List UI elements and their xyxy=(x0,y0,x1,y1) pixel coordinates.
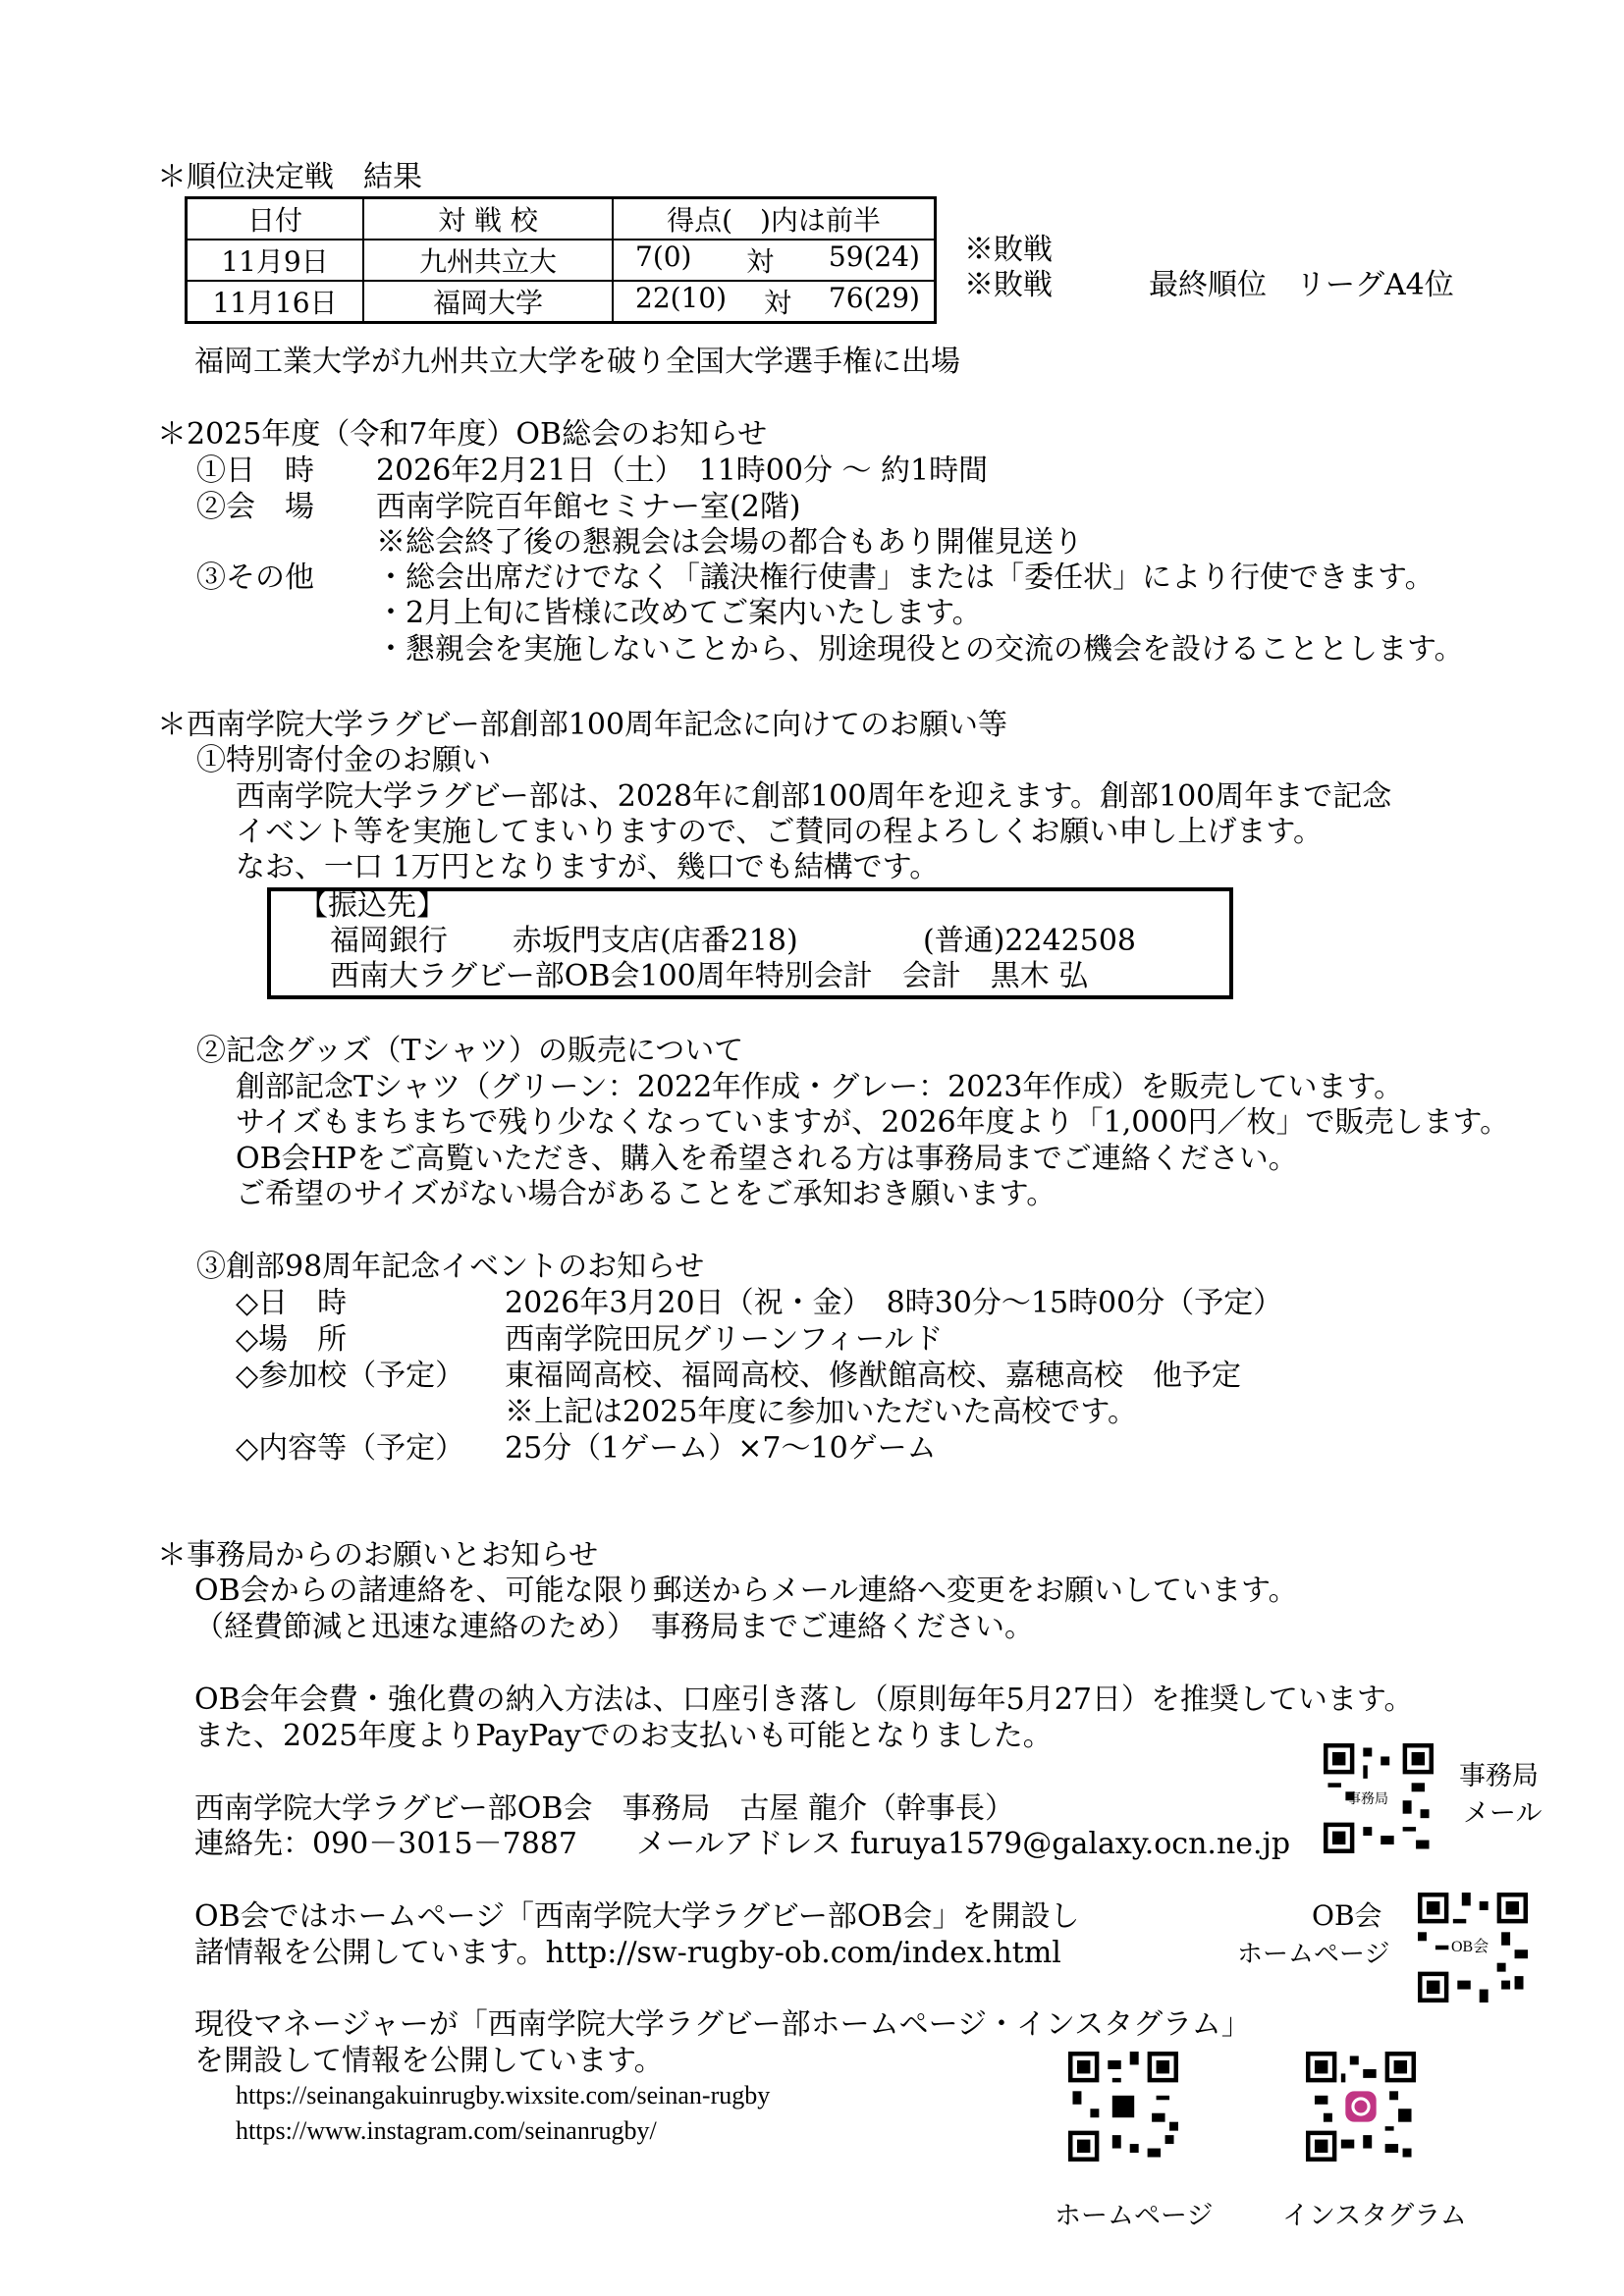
row-date: 11月9日 xyxy=(187,240,364,281)
meeting-other-item: ・懇親会を実施しないことから、別途現役との交流の機会を設けることとします。 xyxy=(376,632,1464,667)
bank-branch: 赤坂門支店(店番218) xyxy=(513,924,798,958)
account-label: 【振込先】 xyxy=(298,888,446,923)
goods-line: サイズもまちまちで残り少なくなっていますが、2026年度より「1,000円／枚」で販売します。 xyxy=(236,1105,1510,1140)
table-row xyxy=(187,281,936,323)
row-date: 11月16日 xyxy=(187,281,364,323)
result-label: ※敗戦 xyxy=(964,233,1053,267)
mail-qr-label: 事務局 xyxy=(1459,1761,1539,1791)
meeting-other-label: ③その他 xyxy=(196,561,314,595)
event-label: ◇参加校（予定） xyxy=(236,1359,465,1393)
office-heading: ＊事務局からのお願いとお知らせ xyxy=(157,1538,599,1573)
meeting-date-value: 2026年2月21日（土） 11時00分 ～ 約1時間 xyxy=(376,454,989,488)
meeting-venue-label: ②会 場 xyxy=(196,490,314,524)
contact-name: 西南学院大学ラグビー部OB会 事務局 古屋 龍介（幹事長） xyxy=(194,1791,1014,1826)
ranking-note: 福岡工業大学が九州共立大学を破り全国大学選手権に出場 xyxy=(194,345,960,379)
meeting-venue-value: 西南学院百年館セミナー室(2階) xyxy=(376,490,801,524)
instagram-qr-label: インスタグラム xyxy=(1282,2201,1467,2231)
own-score: 22(10) xyxy=(635,282,728,314)
goods-title: ②記念グッズ（Tシャツ）の販売について xyxy=(196,1034,744,1068)
opp-score: 76(29) xyxy=(828,282,920,314)
meeting-date-label: ①日 時 xyxy=(196,454,314,488)
account-holder: 西南大ラグビー部OB会100周年特別会計 会計 黒木 弘 xyxy=(330,959,1089,993)
centennial-heading: ＊西南学院大学ラグビー部創部100周年記念に向けてのお願い等 xyxy=(157,708,1008,742)
ob-qr-label: OB会 xyxy=(1312,1899,1382,1932)
donation-line: 西南学院大学ラグビー部は、2028年に創部100周年を迎えます。創部100周年まで記念 xyxy=(236,779,1392,814)
instagram-qr-code xyxy=(1306,2052,1416,2162)
homepage-qr-code xyxy=(1068,2052,1178,2162)
meeting-venue-note: ※総会終了後の懇親会は会場の都合もあり開催見送り xyxy=(376,525,1083,560)
mail-qr-inner-label: 事務局 xyxy=(1347,1791,1388,1807)
vs-label: 対 xyxy=(746,245,775,278)
office-line: OB会年会費・強化費の納入方法は、口座引き落し（原則毎年5月27日）を推奨しています。 xyxy=(194,1682,1414,1717)
office-line: OB会からの諸連絡を、可能な限り郵送からメール連絡へ変更をお願いしています。 xyxy=(194,1574,1298,1608)
final-rank: 最終順位 リーグA4位 xyxy=(1149,268,1454,302)
row-opponent: 九州共立大 xyxy=(363,240,613,281)
table-row xyxy=(187,240,936,281)
donation-line: なお、一口 1万円となりますが、幾口でも結構です。 xyxy=(236,850,940,884)
header-opponent: 対 戦 校 xyxy=(363,198,613,240)
event-value: 2026年3月20日（祝・金） 8時30分～15時00分（予定） xyxy=(505,1286,1283,1320)
vs-label: 対 xyxy=(763,287,791,319)
row-opponent: 福岡大学 xyxy=(363,281,613,323)
mail-qr-label: メール xyxy=(1463,1798,1543,1829)
manager-line: 現役マネージャーが「西南学院大学ラグビー部ホームページ・インスタグラム」 xyxy=(194,2007,1251,2042)
account-number: (普通)2242508 xyxy=(923,924,1137,958)
office-line: また、2025年度よりPayPayでのお支払いも可能となりました。 xyxy=(194,1719,1053,1753)
header-score: 得点( )内は前半 xyxy=(613,198,936,240)
row-score xyxy=(613,240,936,281)
event-value: 東福岡高校、福岡高校、修猷館高校、嘉穂高校 他予定 xyxy=(505,1359,1241,1393)
result-label: ※敗戦 xyxy=(964,268,1053,302)
meeting-heading: ＊2025年度（令和7年度）OB総会のお知らせ xyxy=(157,417,768,452)
event-label: ◇日 時 xyxy=(236,1286,348,1320)
goods-line: 創部記念Tシャツ（グリーン：2022年作成・グレー：2023年作成）を販売しています。 xyxy=(236,1070,1404,1104)
event-value: 25分（1ゲーム）×7～10ゲーム xyxy=(505,1431,937,1466)
row-score xyxy=(613,281,936,323)
event-label: ◇内容等（予定） xyxy=(236,1431,465,1466)
donation-line: イベント等を実施してまいりますので、ご賛同の程よろしくお願い申し上げます。 xyxy=(236,815,1323,849)
homepage-url[interactable]: https://seinangakuinrugby.wixsite.com/seinan-rugby xyxy=(236,2081,771,2109)
results-table xyxy=(185,196,937,324)
ranking-heading: ＊順位決定戦 結果 xyxy=(157,160,422,194)
instagram-url[interactable]: https://www.instagram.com/seinanrugby/ xyxy=(236,2116,657,2145)
goods-line: ご希望のサイズがない場合があることをご承知おき願います。 xyxy=(236,1177,1056,1211)
event-value: ※上記は2025年度に参加いただいた高校です。 xyxy=(505,1395,1137,1429)
bank-name: 福岡銀行 xyxy=(330,924,448,958)
meeting-other-item: ・2月上旬に皆様に改めてご案内いたします。 xyxy=(376,596,982,630)
own-score: 7(0) xyxy=(635,240,692,273)
event-value: 西南学院田尻グリーンフィールド xyxy=(505,1322,944,1357)
event-label: ◇場 所 xyxy=(236,1322,348,1357)
meeting-other-item: ・総会出席だけでなく「議決権行使書」または「委任状」により行使できます。 xyxy=(376,561,1435,595)
manager-line: を開設して情報を公開しています。 xyxy=(194,2044,664,2078)
hp-line: OB会ではホームページ「西南学院大学ラグビー部OB会」を開設し xyxy=(194,1899,1080,1934)
opp-score: 59(24) xyxy=(828,240,920,273)
donation-title: ①特別寄付金のお願い xyxy=(196,743,491,777)
header-date: 日付 xyxy=(187,198,364,240)
goods-line: OB会HPをご高覧いただき、購入を希望される方は事務局までご連絡ください。 xyxy=(236,1142,1298,1176)
office-line: （経費節減と迅速な連絡のため） 事務局までご連絡ください。 xyxy=(194,1610,1034,1644)
ob-qr-label: ホームページ xyxy=(1237,1940,1390,1969)
contact-phone: 連絡先：090－3015－7887 メールアドレス furuya1579@galaxy.ocn.ne.jp xyxy=(194,1827,1291,1861)
ob-qr-inner-label: OB会 xyxy=(1451,1939,1489,1955)
event-title: ③創部98周年記念イベントのお知らせ xyxy=(196,1250,705,1284)
homepage-qr-label: ホームページ xyxy=(1055,2201,1214,2231)
hp-line: 諸情報を公開しています。http://sw-rugby-ob.com/index.html xyxy=(194,1936,1061,1970)
